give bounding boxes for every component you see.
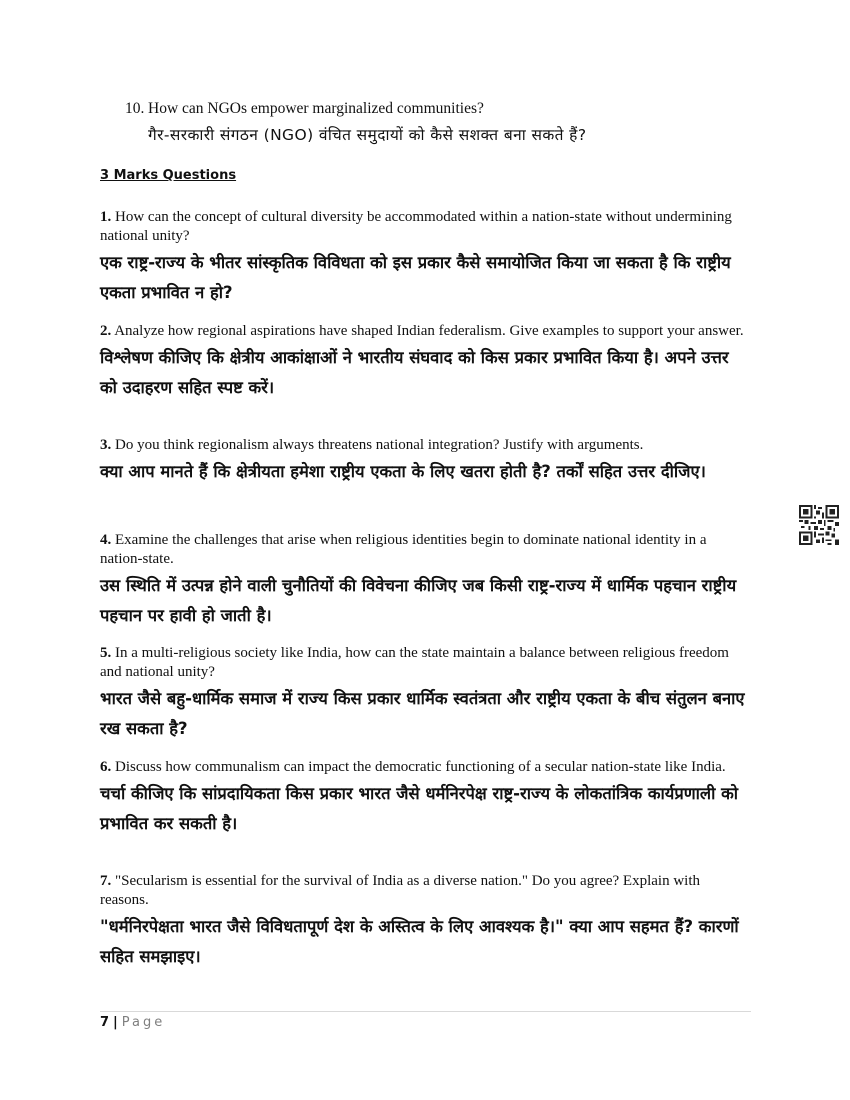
question-3-english: Do you think regionalism always threatens national integration? Justify with arguments. <box>115 437 644 453</box>
question-block-6 <box>100 758 745 839</box>
question-1-english: How can the concept of cultural diversity be accommodated within a nation-state without undermining national unity? <box>100 209 732 244</box>
question-10-hindi: गैर-सरकारी संगठन (NGO) वंचित समुदायों को कैसे सशक्त बना सकते हैं? <box>148 126 587 144</box>
question-1-number: 1. <box>100 209 112 225</box>
page-label: Page <box>121 1015 166 1030</box>
question-3-number: 3. <box>100 437 112 453</box>
qr-code-icon[interactable] <box>799 505 839 545</box>
question-1-hindi: एक राष्ट्र-राज्य के भीतर सांस्कृतिक विविधता को इस प्रकार कैसे समायोजित किया जा सकता है कि राष्ट्रीय एकता प्रभावित न हो? <box>100 253 731 302</box>
question-10-english: How can NGOs empower marginalized communities? <box>148 100 484 117</box>
question-10-number: 10. <box>125 100 145 117</box>
question-6-number: 6. <box>100 759 112 775</box>
question-6-hindi: चर्चा कीजिए कि सांप्रदायिकता किस प्रकार भारत जैसे धर्मनिरपेक्ष राष्ट्र-राज्य के लोकतांत्रिक कार्यप्रणाली को प्रभावित कर सकती है। <box>100 784 739 833</box>
question-block-3 <box>100 436 745 487</box>
footer-divider <box>100 1011 751 1012</box>
question-block-7 <box>100 872 745 972</box>
question-2-english: Analyze how regional aspirations have shaped Indian federalism. Give examples to support your answer. <box>114 323 744 339</box>
question-7-hindi: "धर्मनिरपेक्षता भारत जैसे विविधतापूर्ण देश के अस्तित्व के लिए आवश्यक है।" क्या आप सहमत हैं? कारणों सहित समझाइए। <box>100 917 739 966</box>
question-4-number: 4. <box>100 532 112 548</box>
question-6-english: Discuss how communalism can impact the democratic functioning of a secular nation-state like India. <box>115 759 726 775</box>
question-5-hindi: भारत जैसे बहु-धार्मिक समाज में राज्य किस प्रकार धार्मिक स्वतंत्रता और राष्ट्रीय एकता के बीच संतुलन बनाए रख सकता है? <box>100 689 745 738</box>
question-7-number: 7. <box>100 873 112 889</box>
question-4-english: Examine the challenges that arise when religious identities begin to dominate national identity in a nation-state. <box>100 532 707 567</box>
question-block-1 <box>100 208 745 308</box>
question-block-4 <box>100 531 745 631</box>
question-2-number: 2. <box>100 323 112 339</box>
section-title: 3 Marks Questions <box>100 168 237 183</box>
question-5-number: 5. <box>100 645 112 661</box>
question-4-hindi: उस स्थिति में उत्पन्न होने वाली चुनौतियों की विवेचना कीजिए जब किसी राष्ट्र-राज्य में धार्मिक पहचान राष्ट्रीय पहचान पर हावी हो जाती है। <box>100 576 737 625</box>
question-block-5 <box>100 644 745 744</box>
question-7-english: "Secularism is essential for the survival of India as a diverse nation." Do you agree? Explain with reasons. <box>100 873 700 908</box>
question-2-hindi: विश्लेषण कीजिए कि क्षेत्रीय आकांक्षाओं ने भारतीय संघवाद को किस प्रकार प्रभावित किया है। अपने उत्तर को उदाहरण सहित स्पष्ट करें। <box>100 348 729 397</box>
question-3-hindi: क्या आप मानते हैं कि क्षेत्रीयता हमेशा राष्ट्रीय एकता के लिए खतरा होती है? तर्कों सहित उत्तर दीजिए। <box>100 462 706 481</box>
question-5-english: In a multi-religious society like India, how can the state maintain a balance between religious freedom and national unity? <box>100 645 729 680</box>
page-number: 7 <box>100 1015 110 1030</box>
question-block-2 <box>100 322 745 403</box>
footer-separator: | <box>113 1015 118 1030</box>
page-footer <box>100 1015 165 1030</box>
